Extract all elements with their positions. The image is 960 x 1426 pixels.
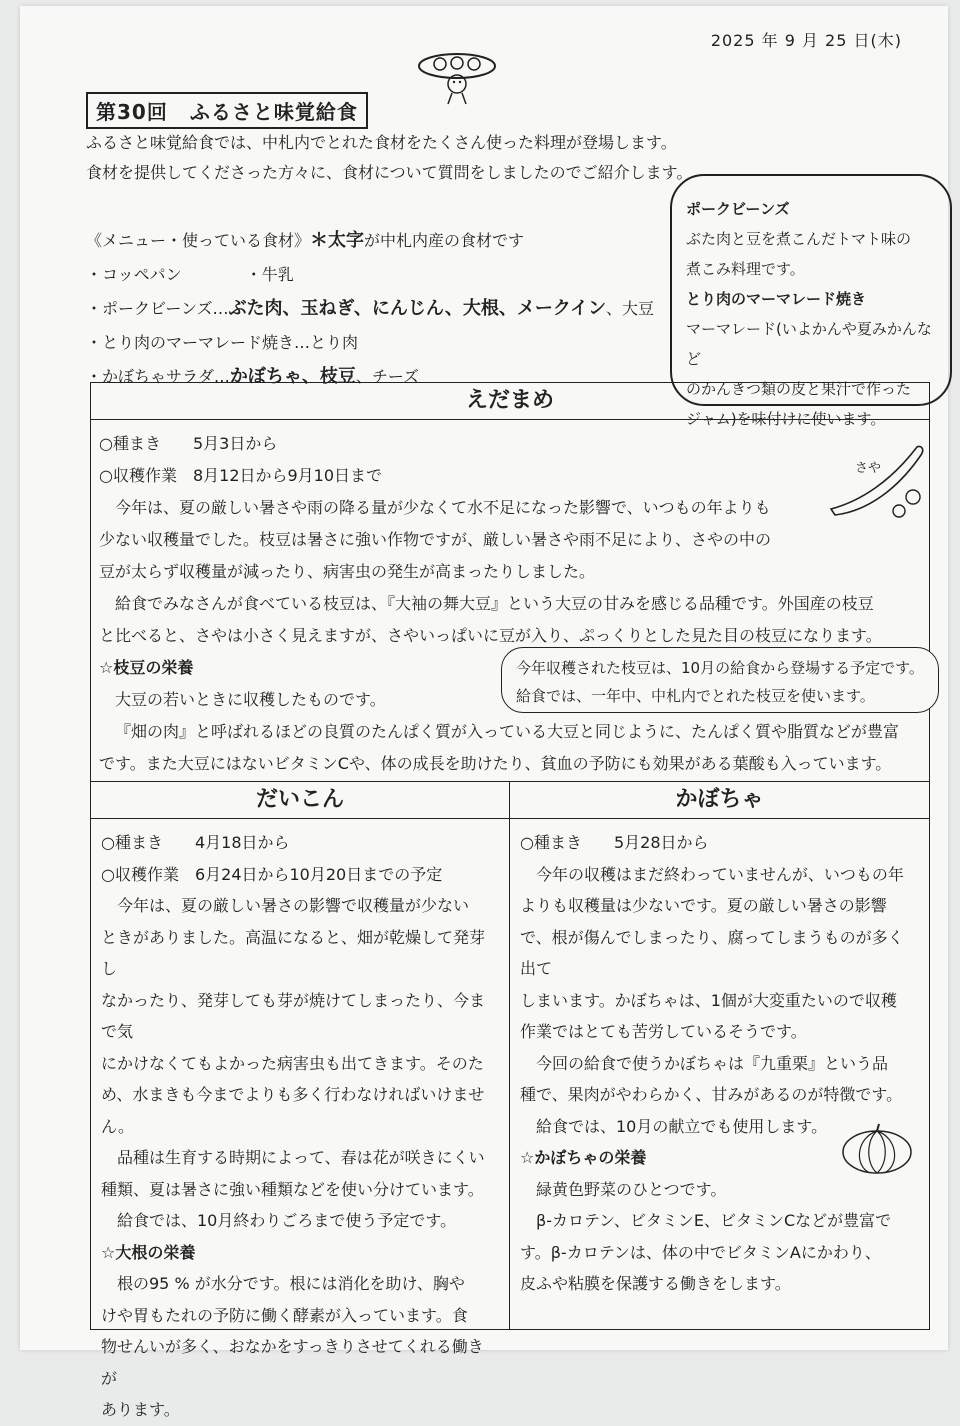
paragraph-line: β-カロテン、ビタミンE、ビタミンCなどが豊富で xyxy=(536,1211,892,1230)
issue-date: 2025 年 9 月 25 日(木) xyxy=(710,31,902,50)
pod-label: さや xyxy=(855,461,882,476)
kabocha-body xyxy=(510,819,929,1300)
edamame-heading: えだまめ xyxy=(91,383,929,420)
daikon-body xyxy=(91,819,509,1426)
menu-item-name: ・ポークビーンズ… xyxy=(86,299,229,318)
intro-text xyxy=(86,128,692,188)
menu-list xyxy=(86,224,654,394)
paragraph-line: よりも収穫量は少ないです。夏の厳しい暑さの影響 xyxy=(520,896,887,915)
paragraph-line: 物せんいが多く、おなかをすっきりさせてくれる働きが xyxy=(101,1337,484,1388)
paragraph-line: め、水まきも今までよりも多く行わなければいけません。 xyxy=(101,1085,485,1136)
paragraph-line: あります。 xyxy=(101,1400,180,1419)
menu-item-rest: ・牛乳 xyxy=(181,265,294,284)
nutrition-heading: ☆枝豆の栄養 xyxy=(99,658,194,677)
paragraph-line: けや胃もたれの予防に働く酵素が入っています。食 xyxy=(101,1305,468,1325)
nutrition-heading: ☆かぼちゃの栄養 xyxy=(520,1148,647,1167)
menu-note-bold: ＊太字 xyxy=(310,230,365,251)
paragraph-line: なかったり、発芽しても芽が焼けてしまったり、今まで気 xyxy=(101,990,486,1041)
edamame-pod-icon xyxy=(821,441,931,521)
lower-sections xyxy=(90,782,930,1419)
paragraph-line: 今年の収穫はまだ終わっていませんが、いつもの年 xyxy=(536,864,904,884)
daikon-heading: だいこん xyxy=(91,782,509,819)
dish-text: ぶた肉と豆を煮こんだトマト味の xyxy=(686,230,912,248)
menu-note-rest: が中札内産の食材です xyxy=(364,231,525,250)
sowing-date: ○種まき 5月3日から xyxy=(99,434,278,453)
paragraph-line: 皮ふや粘膜を保護する働きをします。 xyxy=(520,1274,791,1293)
paragraph-line: 今年は、夏の厳しい暑さの影響で収穫量が少ない xyxy=(117,896,470,915)
paragraph-line: 今回の給食で使うかぼちゃは『九重栗』という品 xyxy=(536,1053,889,1073)
callout-line: 給食では、一年中、中札内でとれた枝豆を使います。 xyxy=(516,687,875,705)
kabocha-section xyxy=(510,782,929,1330)
menu-item-name: ・コッペパン xyxy=(86,265,182,284)
paragraph-line: 種類、夏は暑さに強い種類などを使い分けています。 xyxy=(101,1179,484,1199)
menu-heading-text: 《メニュー・使っている食材》 xyxy=(86,231,311,250)
dish-text: 煮こみ料理です。 xyxy=(686,260,805,278)
edamame-body xyxy=(91,420,929,780)
callout-line: 今年収穫された枝豆は、10月の給食から登場する予定です。 xyxy=(516,659,924,677)
paragraph-line: 種で、果肉がやわらかく、甘みがあるのが特徴です。 xyxy=(520,1085,903,1104)
edamame-callout xyxy=(501,647,939,713)
paragraph-line: 豆が太らず収穫量が減ったり、病害虫の発生が高まったりしました。 xyxy=(99,562,596,581)
issue-title xyxy=(86,92,368,129)
dish-notes-bubble xyxy=(670,174,952,428)
daikon-section xyxy=(91,782,510,1419)
menu-heading xyxy=(86,224,654,258)
paragraph-line: 『畑の肉』と呼ばれるほどの良質のたんぱく質が入っている大豆と同じように、たんぱく質や脂質などが豊富 xyxy=(115,722,900,741)
dish-heading: ポークビーンズ xyxy=(686,200,790,218)
menu-item-bold: ぶた肉、玉ねぎ、にんじん、大根、メークイン xyxy=(228,298,607,319)
paragraph-line: で、根が傷んでしまったり、腐ってしまうものが多く出て xyxy=(520,927,904,978)
paragraph-line: ときがありました。高温になると、畑が乾燥して発芽し xyxy=(101,927,486,978)
harvest-date: ○収穫作業 8月12日から9月10日まで xyxy=(99,466,383,485)
nutrition-heading: ☆大根の栄養 xyxy=(101,1242,196,1262)
dish-text: マーマレード(いよかんや夏みかんなど xyxy=(686,320,932,368)
paragraph-line: 品種は生育する時期によって、春は花が咲きにくい xyxy=(117,1148,485,1167)
paragraph-line: 緑黄色野菜のひとつです。 xyxy=(536,1179,727,1199)
issue-number: 第30回 xyxy=(96,100,168,124)
menu-item-name: ・かぼちゃサラダ… xyxy=(86,367,230,386)
issue-title-text: ふるさと味覚給食 xyxy=(189,100,358,124)
menu-item-bold: かぼちゃ、枝豆 xyxy=(229,366,356,387)
kabocha-heading: かぼちゃ xyxy=(510,782,929,819)
paragraph-line: す。β-カロテンは、体の中でビタミンAにかわり、 xyxy=(520,1242,881,1262)
pumpkin-icon xyxy=(840,1122,914,1176)
dish-text: のかんきつ類の皮と果汁で作った xyxy=(686,380,912,398)
sowing-date: ○種まき 4月18日から xyxy=(101,833,290,852)
edamame-section xyxy=(90,382,930,782)
menu-item-name: ・とり肉のマーマレード焼き…とり肉 xyxy=(86,333,359,352)
paragraph-line: 作業ではとても苦労しているそうです。 xyxy=(520,1022,807,1041)
paragraph-line: と比べると、さやは小さく見えますが、さやいっぱいに豆が入り、ぷっくりとした見た目の枝豆になります。 xyxy=(99,626,882,645)
menu-item-rest: 、大豆 xyxy=(606,299,655,318)
paragraph-line: しまいます。かぼちゃは、1個が大変重たいので収穫 xyxy=(520,990,897,1010)
harvest-date: ○収穫作業 6月24日から10月20日までの予定 xyxy=(101,864,443,884)
sowing-date: ○種まき 5月28日から xyxy=(520,833,709,852)
intro-line: 食材を提供してくださった方々に、食材について質問をしましたのでご紹介します。 xyxy=(86,163,693,182)
paragraph-line: 少ない収穫量でした。枝豆は暑さに強い作物ですが、厳しい暑さや雨不足により、さやの中の xyxy=(99,530,772,549)
paragraph-line: にかけなくてもよかった病害虫も出てきます。そのた xyxy=(101,1053,484,1073)
paragraph-line: です。また大豆にはないビタミンCや、体の成長を助けたり、貧血の予防にも効果がある葉酸も入っています。 xyxy=(99,754,892,773)
paragraph-line: 今年は、夏の厳しい暑さや雨の降る量が少なくて水不足になった影響で、いつもの年よりも xyxy=(115,498,771,517)
newsletter-page xyxy=(20,6,948,1419)
paragraph-line: 給食では、10月終わりごろまで使う予定です。 xyxy=(117,1211,457,1230)
menu-item xyxy=(86,292,654,326)
paragraph-line: 給食でみなさんが食べている枝豆は、『大袖の舞大豆』という大豆の甘みを感じる品種です。外国産の枝豆 xyxy=(115,594,874,613)
menu-item-rest: 、チーズ xyxy=(355,367,420,386)
paragraph-line: 給食では、10月の献立でも使用します。 xyxy=(536,1116,828,1136)
menu-item xyxy=(86,258,654,292)
dish-heading: とり肉のマーマレード焼き xyxy=(686,290,867,308)
paragraph-line: 大豆の若いときに収穫したものです。 xyxy=(115,690,386,709)
paragraph-line: 根の95 % が水分です。根には消化を助け、胸や xyxy=(117,1274,465,1293)
dish-text: ジャム)を味付けに使います。 xyxy=(686,410,886,428)
menu-item xyxy=(86,326,654,360)
intro-line: ふるさと味覚給食では、中札内でとれた食材をたくさん使った料理が登場します。 xyxy=(86,133,677,152)
edamame-mascot-icon xyxy=(412,46,502,106)
